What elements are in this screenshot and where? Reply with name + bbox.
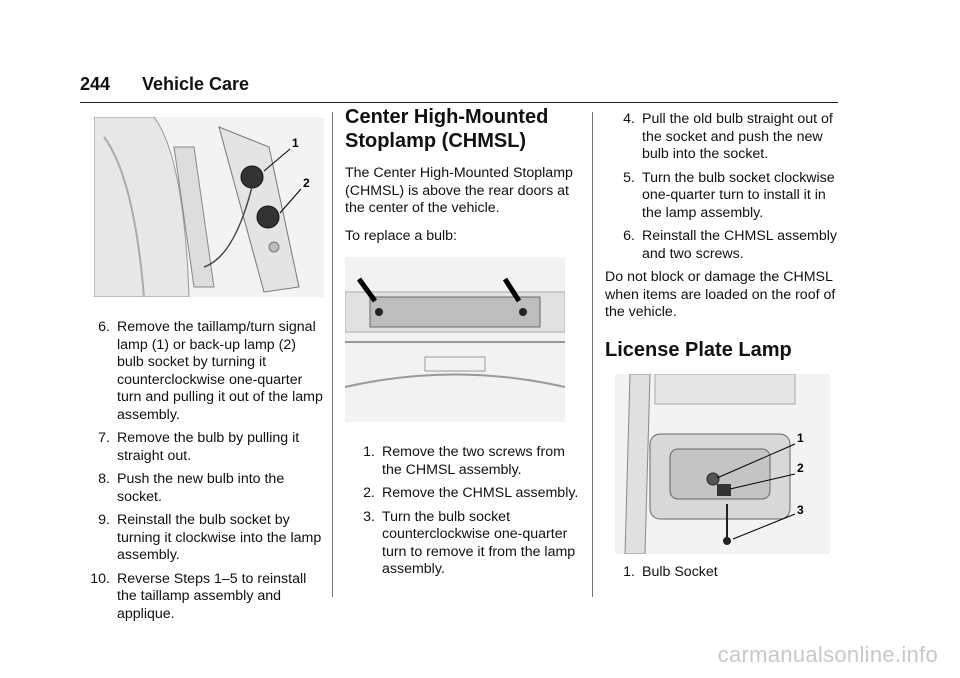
column-divider-2: [592, 112, 593, 597]
chmsl-description: The Center High-Mounted Stoplamp (CHMSL) is above the rear doors at the center of the vehicle.: [345, 165, 573, 216]
license-plate-lamp-figure: [615, 374, 830, 554]
list-item: 5. Turn the bulb socket clockwise one-quarter turn to install it in the lamp assembly.: [623, 169, 835, 221]
list-item: 3. Turn the bulb socket counterclockwise one-quarter turn to remove it from the lamp assembly.: [363, 508, 576, 577]
page-number: 244: [80, 74, 111, 94]
step-list: [345, 444, 580, 579]
step-list: [605, 111, 840, 263]
list-item: 2. Remove the CHMSL assembly.: [363, 485, 579, 501]
callout-1: 1: [797, 430, 804, 445]
list-item: 6. Remove the taillamp/turn signal lamp (1) or back-up lamp (2) bulb socket by turning it counterclockwise one-quarter turn and pulling it out of the lamp assembly.: [98, 319, 323, 423]
caption-list: [605, 564, 840, 582]
taillamp-figure: [94, 117, 324, 297]
list-item: 10. Reverse Steps 1–5 to reinstall the taillamp assembly and applique.: [90, 570, 307, 622]
list-item: 1. Remove the two screws from the CHMSL assembly.: [363, 444, 565, 478]
section-title: Vehicle Care: [142, 74, 250, 94]
list-item: 8. Push the new bulb into the socket.: [98, 471, 285, 505]
list-item: 4. Pull the old bulb straight out of the socket and push the new bulb into the socket.: [623, 111, 833, 162]
caution-paragraph: Do not block or damage the CHMSL when items are loaded on the roof of the vehicle.: [605, 269, 836, 320]
chmsl-heading: Center High-Mounted Stoplamp (CHMSL): [345, 106, 549, 152]
callout-2: 2: [303, 176, 310, 190]
list-item: 9. Reinstall the bulb socket by turning it clockwise into the lamp assembly.: [98, 512, 322, 563]
watermark: carmanualsonline.info: [717, 642, 938, 667]
column-divider-1: [332, 112, 333, 597]
callout-2: 2: [797, 460, 804, 475]
callout-3: 3: [797, 502, 804, 517]
step-list: [80, 319, 325, 623]
license-plate-heading: License Plate Lamp: [605, 338, 792, 361]
list-item: 6. Reinstall the CHMSL assembly and two screws.: [623, 228, 838, 262]
list-item: 7. Remove the bulb by pulling it straight out.: [98, 430, 300, 464]
column-1: [80, 105, 325, 629]
chmsl-intro: To replace a bulb:: [345, 227, 457, 244]
chmsl-figure: [345, 257, 565, 422]
column-2: [345, 105, 580, 585]
column-3: [605, 105, 840, 587]
page-header: [80, 70, 838, 103]
list-item: 1. Bulb Socket: [623, 563, 718, 580]
callout-1: 1: [292, 136, 299, 150]
